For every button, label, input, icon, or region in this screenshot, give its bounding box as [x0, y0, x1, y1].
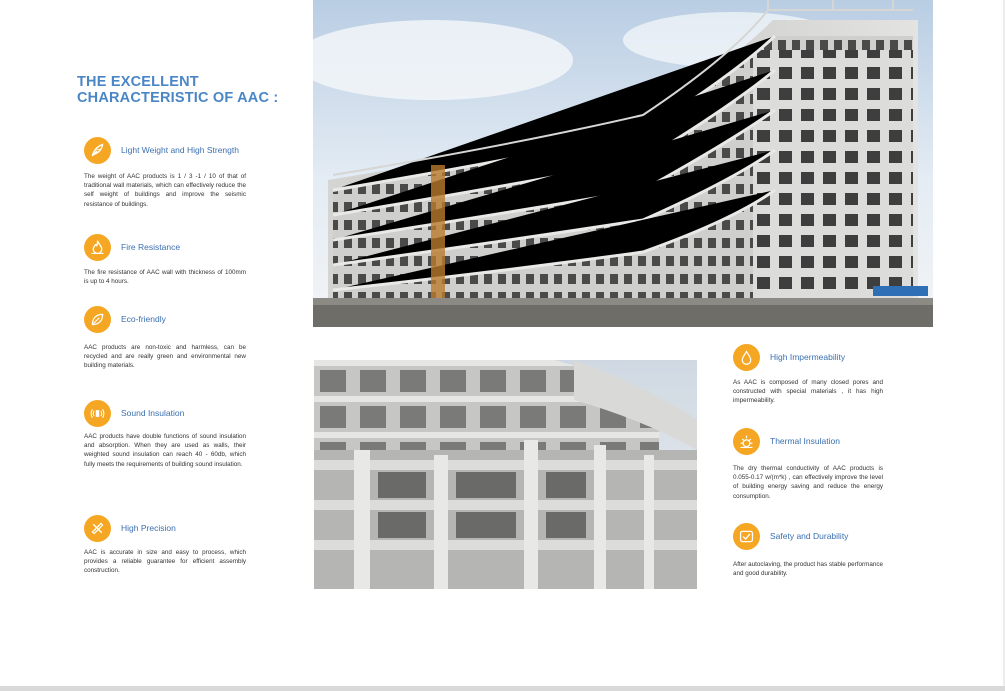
feature-title: Light Weight and High Strength [121, 145, 239, 155]
feature-title: Eco-friendly [121, 314, 166, 324]
feature-title: High Precision [121, 523, 176, 533]
feature-title: Sound Insulation [121, 408, 185, 418]
feature-safety-durability [733, 523, 883, 578]
feature-description: The fire resistance of AAC wall with thickness of 100mm is up to 4 hours. [84, 269, 246, 286]
feature-description: AAC products are non-toxic and harmless, can be recycled and are really green and environmental new building materials. [84, 344, 246, 370]
sound-wave-icon [84, 400, 111, 427]
feature-sound-insulation [84, 400, 246, 469]
check-shield-icon [733, 523, 760, 550]
feature-description: The weight of AAC products is 1 / 3 -1 / 10 of that of traditional wall materials, which can effectively reduce the self weight of buildings and improve the seismic resistance of buildings. [84, 173, 246, 208]
title-line-2: CHARACTERISTIC OF AAC : [77, 90, 279, 106]
feature-description: The dry thermal conductivity of AAC products is 0.055-0.17 w/(m*k) , can effectively improve the level of building energy saving and reduce the energy consumption. [733, 465, 883, 500]
feather-icon [84, 137, 111, 164]
feature-light-weight [84, 137, 246, 209]
water-drop-icon [733, 344, 760, 371]
feature-title: Fire Resistance [121, 242, 181, 252]
feature-high-impermeability [733, 344, 883, 406]
feature-description: AAC products have double functions of sound insulation and absorption. When they are used as walls, their weighted sound insulation can reach 40 - 60db, which fully meets the requirements of building sound insulation. [84, 433, 246, 468]
bottom-scrollbar[interactable] [0, 686, 1005, 691]
page-title [77, 74, 297, 106]
feature-fire-resistance [84, 234, 246, 286]
feature-eco-friendly [84, 306, 246, 371]
feature-title: Safety and Durability [770, 531, 849, 541]
sun-icon [733, 428, 760, 455]
feature-description: AAC is accurate in size and easy to process, which provides a reliable guarantee for efficient assembly construction. [84, 549, 246, 575]
flame-icon [84, 234, 111, 261]
feature-title: Thermal Insulation [770, 436, 840, 446]
building-exterior-photo [313, 0, 933, 327]
ruler-pencil-icon [84, 515, 111, 542]
feature-title: High Impermeability [770, 352, 846, 362]
feature-high-precision [84, 515, 246, 576]
leaf-icon [84, 306, 111, 333]
feature-thermal-insulation [733, 428, 883, 501]
title-line-1: THE EXCELLENT [77, 74, 199, 90]
building-interior-photo [314, 360, 697, 589]
feature-description: As AAC is composed of many closed pores and constructed with special materials , it has high impermeability. [733, 379, 883, 405]
feature-description: After autoclaving, the product has stable performance and good durability. [733, 561, 883, 578]
